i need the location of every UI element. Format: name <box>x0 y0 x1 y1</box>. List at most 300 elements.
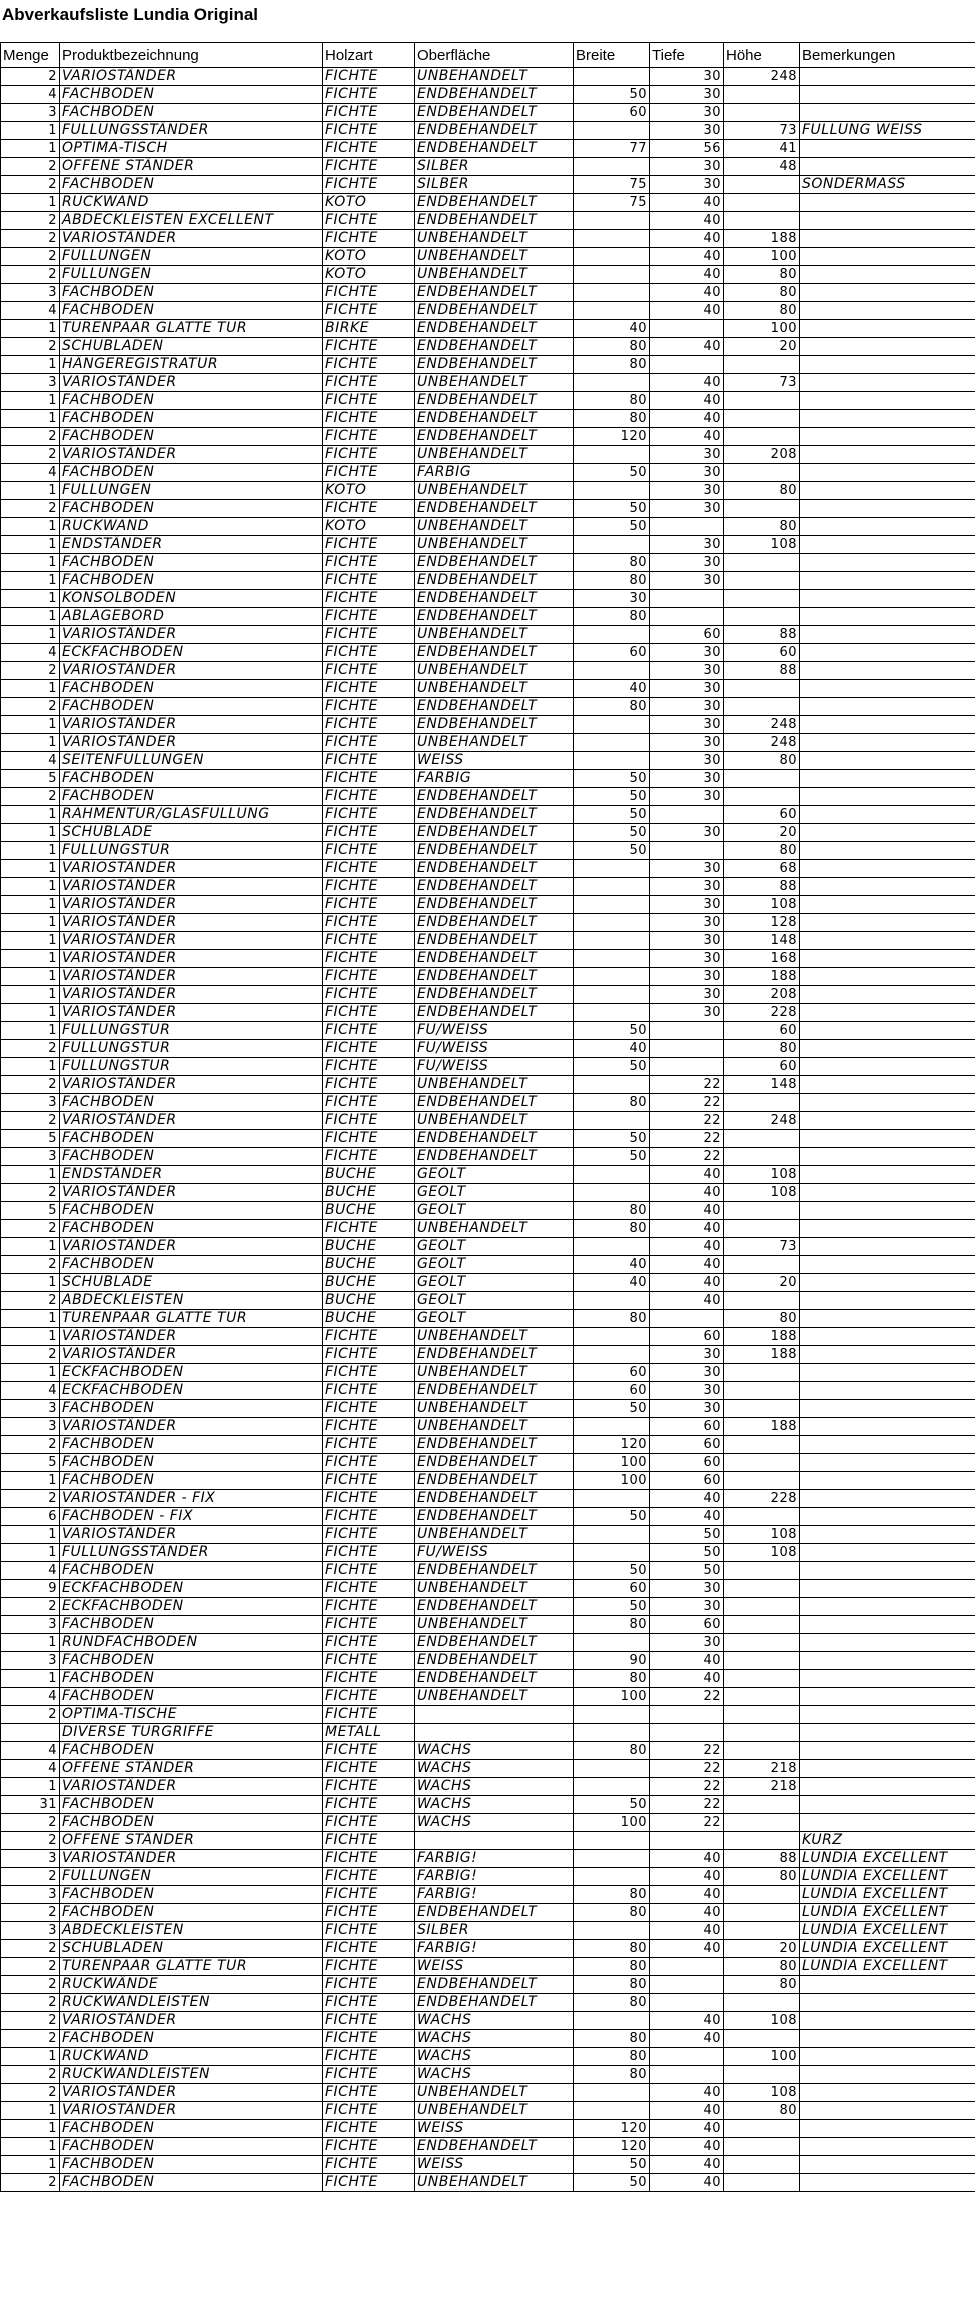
cell-oberflaeche[interactable]: WEISS <box>415 2156 574 2174</box>
cell-oberflaeche[interactable]: UNBEHANDELT <box>415 734 574 752</box>
cell-tiefe[interactable]: 22 <box>650 1688 724 1706</box>
cell-breite[interactable] <box>574 1832 650 1850</box>
cell-breite[interactable]: 100 <box>574 1814 650 1832</box>
cell-produktbezeichnung[interactable]: VARIOSTÄNDER <box>60 2012 323 2030</box>
cell-holzart[interactable]: FICHTE <box>323 104 415 122</box>
cell-bemerkungen[interactable] <box>800 788 975 806</box>
cell-breite[interactable] <box>574 68 650 86</box>
cell-tiefe[interactable]: 40 <box>650 1868 724 1886</box>
cell-menge[interactable]: 3 <box>1 1148 60 1166</box>
cell-holzart[interactable]: FICHTE <box>323 1454 415 1472</box>
cell-menge[interactable]: 2 <box>1 1832 60 1850</box>
cell-produktbezeichnung[interactable]: ABDECKLEISTEN EXCELLENT <box>60 212 323 230</box>
cell-holzart[interactable]: FICHTE <box>323 2156 415 2174</box>
cell-oberflaeche[interactable]: ENDBEHANDELT <box>415 302 574 320</box>
cell-holzart[interactable]: FICHTE <box>323 1148 415 1166</box>
cell-menge[interactable]: 1 <box>1 1058 60 1076</box>
cell-tiefe[interactable]: 40 <box>650 1184 724 1202</box>
cell-produktbezeichnung[interactable]: VARIOSTÄNDER <box>60 1526 323 1544</box>
cell-bemerkungen[interactable] <box>800 158 975 176</box>
cell-produktbezeichnung[interactable]: VARIOSTÄNDER <box>60 1850 323 1868</box>
cell-produktbezeichnung[interactable]: ECKFACHBÖDEN <box>60 1580 323 1598</box>
cell-holzart[interactable]: FICHTE <box>323 536 415 554</box>
cell-tiefe[interactable]: 40 <box>650 1652 724 1670</box>
cell-bemerkungen[interactable] <box>800 1310 975 1328</box>
cell-produktbezeichnung[interactable]: FACHBÖDEN <box>60 1886 323 1904</box>
cell-hoehe[interactable]: 108 <box>724 1526 800 1544</box>
cell-tiefe[interactable]: 60 <box>650 1328 724 1346</box>
cell-tiefe[interactable]: 60 <box>650 1472 724 1490</box>
cell-oberflaeche[interactable]: ENDBEHANDELT <box>415 1598 574 1616</box>
cell-menge[interactable]: 1 <box>1 1472 60 1490</box>
cell-hoehe[interactable]: 80 <box>724 752 800 770</box>
cell-breite[interactable]: 40 <box>574 1040 650 1058</box>
cell-hoehe[interactable]: 60 <box>724 806 800 824</box>
cell-menge[interactable]: 1 <box>1 986 60 1004</box>
cell-breite[interactable] <box>574 212 650 230</box>
cell-menge[interactable]: 2 <box>1 1940 60 1958</box>
cell-holzart[interactable]: FICHTE <box>323 698 415 716</box>
cell-produktbezeichnung[interactable]: FACHBÖDEN <box>60 2030 323 2048</box>
cell-hoehe[interactable] <box>724 1706 800 1724</box>
cell-menge[interactable]: 1 <box>1 320 60 338</box>
cell-menge[interactable]: 1 <box>1 716 60 734</box>
cell-tiefe[interactable]: 30 <box>650 1580 724 1598</box>
cell-oberflaeche[interactable]: ENDBEHANDELT <box>415 1976 574 1994</box>
cell-produktbezeichnung[interactable]: VARIOSTÄNDER <box>60 986 323 1004</box>
cell-breite[interactable] <box>574 1238 650 1256</box>
cell-produktbezeichnung[interactable]: VARIOSTÄNDER <box>60 2084 323 2102</box>
cell-bemerkungen[interactable] <box>800 1634 975 1652</box>
cell-breite[interactable]: 50 <box>574 824 650 842</box>
cell-hoehe[interactable] <box>724 1130 800 1148</box>
cell-bemerkungen[interactable] <box>800 896 975 914</box>
cell-hoehe[interactable]: 108 <box>724 1544 800 1562</box>
cell-tiefe[interactable]: 40 <box>650 1670 724 1688</box>
cell-breite[interactable]: 80 <box>574 698 650 716</box>
cell-hoehe[interactable] <box>724 86 800 104</box>
cell-bemerkungen[interactable] <box>800 590 975 608</box>
cell-produktbezeichnung[interactable]: VARIOSTÄNDER <box>60 932 323 950</box>
cell-breite[interactable] <box>574 266 650 284</box>
cell-bemerkungen[interactable] <box>800 536 975 554</box>
cell-hoehe[interactable] <box>724 1094 800 1112</box>
cell-oberflaeche[interactable] <box>415 1832 574 1850</box>
cell-holzart[interactable]: FICHTE <box>323 1850 415 1868</box>
cell-breite[interactable]: 80 <box>574 1940 650 1958</box>
cell-tiefe[interactable]: 30 <box>650 482 724 500</box>
cell-bemerkungen[interactable] <box>800 1706 975 1724</box>
cell-tiefe[interactable]: 60 <box>650 1616 724 1634</box>
cell-oberflaeche[interactable]: GEÖLT <box>415 1274 574 1292</box>
cell-holzart[interactable]: BUCHE <box>323 1274 415 1292</box>
cell-bemerkungen[interactable] <box>800 1670 975 1688</box>
cell-bemerkungen[interactable] <box>800 2084 975 2102</box>
cell-menge[interactable]: 1 <box>1 1670 60 1688</box>
cell-oberflaeche[interactable]: WEISS <box>415 2120 574 2138</box>
cell-oberflaeche[interactable]: GEÖLT <box>415 1238 574 1256</box>
cell-produktbezeichnung[interactable]: OFFENE STÄNDER <box>60 1832 323 1850</box>
cell-menge[interactable]: 1 <box>1 626 60 644</box>
cell-hoehe[interactable]: 108 <box>724 1184 800 1202</box>
cell-tiefe[interactable] <box>650 1976 724 1994</box>
cell-produktbezeichnung[interactable]: VARIOSTÄNDER <box>60 446 323 464</box>
cell-oberflaeche[interactable]: ENDBEHANDELT <box>415 1562 574 1580</box>
cell-produktbezeichnung[interactable]: VARIOSTÄNDER <box>60 2102 323 2120</box>
cell-breite[interactable]: 80 <box>574 1958 650 1976</box>
cell-holzart[interactable]: KOTO <box>323 266 415 284</box>
cell-breite[interactable] <box>574 446 650 464</box>
cell-menge[interactable] <box>1 1724 60 1742</box>
cell-hoehe[interactable]: 188 <box>724 968 800 986</box>
cell-oberflaeche[interactable]: FARBIG <box>415 464 574 482</box>
cell-produktbezeichnung[interactable]: FACHBÖDEN <box>60 428 323 446</box>
cell-bemerkungen[interactable] <box>800 1094 975 1112</box>
cell-tiefe[interactable]: 50 <box>650 1526 724 1544</box>
cell-breite[interactable] <box>574 2102 650 2120</box>
cell-produktbezeichnung[interactable]: ECKFACHBÖDEN <box>60 1364 323 1382</box>
cell-menge[interactable]: 3 <box>1 1652 60 1670</box>
cell-produktbezeichnung[interactable]: FACHBÖDEN <box>60 104 323 122</box>
cell-holzart[interactable]: METALL <box>323 1724 415 1742</box>
cell-breite[interactable] <box>574 1724 650 1742</box>
cell-bemerkungen[interactable] <box>800 86 975 104</box>
cell-oberflaeche[interactable]: UNBEHANDELT <box>415 1526 574 1544</box>
cell-holzart[interactable]: FICHTE <box>323 1400 415 1418</box>
cell-produktbezeichnung[interactable]: RÜCKWAND <box>60 518 323 536</box>
cell-hoehe[interactable] <box>724 1796 800 1814</box>
cell-bemerkungen[interactable] <box>800 626 975 644</box>
cell-hoehe[interactable] <box>724 1886 800 1904</box>
cell-menge[interactable]: 4 <box>1 464 60 482</box>
cell-oberflaeche[interactable]: UNBEHANDELT <box>415 248 574 266</box>
cell-menge[interactable]: 2 <box>1 338 60 356</box>
cell-hoehe[interactable]: 228 <box>724 1004 800 1022</box>
cell-breite[interactable]: 80 <box>574 554 650 572</box>
cell-tiefe[interactable]: 40 <box>650 1940 724 1958</box>
cell-holzart[interactable]: FICHTE <box>323 554 415 572</box>
cell-hoehe[interactable]: 188 <box>724 1328 800 1346</box>
cell-produktbezeichnung[interactable]: FACHBODEN <box>60 680 323 698</box>
cell-menge[interactable]: 31 <box>1 1796 60 1814</box>
cell-produktbezeichnung[interactable]: ENDSTÄNDER <box>60 1166 323 1184</box>
cell-bemerkungen[interactable] <box>800 1418 975 1436</box>
cell-produktbezeichnung[interactable]: FACHBÖDEN <box>60 2138 323 2156</box>
cell-tiefe[interactable]: 40 <box>650 1238 724 1256</box>
cell-tiefe[interactable] <box>650 806 724 824</box>
cell-menge[interactable]: 5 <box>1 770 60 788</box>
cell-tiefe[interactable]: 30 <box>650 698 724 716</box>
cell-tiefe[interactable]: 30 <box>650 932 724 950</box>
cell-produktbezeichnung[interactable]: FACHBÖDEN <box>60 302 323 320</box>
cell-bemerkungen[interactable] <box>800 680 975 698</box>
cell-produktbezeichnung[interactable]: RUNDFACHBODEN <box>60 1634 323 1652</box>
cell-menge[interactable]: 4 <box>1 302 60 320</box>
cell-tiefe[interactable]: 50 <box>650 1544 724 1562</box>
cell-produktbezeichnung[interactable]: VARIOSTÄNDER <box>60 68 323 86</box>
cell-menge[interactable]: 2 <box>1 1706 60 1724</box>
cell-tiefe[interactable]: 30 <box>650 122 724 140</box>
cell-tiefe[interactable]: 40 <box>650 1904 724 1922</box>
cell-tiefe[interactable]: 22 <box>650 1094 724 1112</box>
cell-oberflaeche[interactable]: ENDBEHANDELT <box>415 284 574 302</box>
cell-oberflaeche[interactable]: ENDBEHANDELT <box>415 410 574 428</box>
cell-breite[interactable] <box>574 1850 650 1868</box>
cell-holzart[interactable]: FICHTE <box>323 1040 415 1058</box>
cell-produktbezeichnung[interactable]: FÜLLUNGEN <box>60 1868 323 1886</box>
cell-tiefe[interactable]: 40 <box>650 410 724 428</box>
cell-bemerkungen[interactable] <box>800 914 975 932</box>
cell-produktbezeichnung[interactable]: VARIOSTÄNDER <box>60 662 323 680</box>
cell-menge[interactable]: 1 <box>1 1328 60 1346</box>
cell-menge[interactable]: 1 <box>1 1778 60 1796</box>
cell-tiefe[interactable]: 40 <box>650 1850 724 1868</box>
cell-breite[interactable] <box>574 374 650 392</box>
cell-bemerkungen[interactable] <box>800 824 975 842</box>
cell-produktbezeichnung[interactable]: FACHBÖDEN <box>60 788 323 806</box>
cell-tiefe[interactable]: 40 <box>650 2030 724 2048</box>
cell-breite[interactable] <box>574 986 650 1004</box>
cell-oberflaeche[interactable]: UNBEHANDELT <box>415 266 574 284</box>
cell-bemerkungen[interactable] <box>800 302 975 320</box>
cell-hoehe[interactable]: 88 <box>724 626 800 644</box>
cell-hoehe[interactable]: 108 <box>724 2084 800 2102</box>
cell-bemerkungen[interactable] <box>800 374 975 392</box>
cell-bemerkungen[interactable] <box>800 2156 975 2174</box>
cell-produktbezeichnung[interactable]: FACHBODEN <box>60 1670 323 1688</box>
cell-hoehe[interactable] <box>724 1580 800 1598</box>
cell-breite[interactable]: 50 <box>574 500 650 518</box>
cell-tiefe[interactable] <box>650 356 724 374</box>
cell-breite[interactable] <box>574 1292 650 1310</box>
cell-tiefe[interactable]: 30 <box>650 1364 724 1382</box>
cell-bemerkungen[interactable] <box>800 716 975 734</box>
cell-bemerkungen[interactable] <box>800 968 975 986</box>
cell-holzart[interactable]: FICHTE <box>323 1490 415 1508</box>
cell-menge[interactable]: 1 <box>1 806 60 824</box>
cell-bemerkungen[interactable] <box>800 446 975 464</box>
cell-hoehe[interactable]: 188 <box>724 1418 800 1436</box>
cell-tiefe[interactable]: 30 <box>650 500 724 518</box>
cell-bemerkungen[interactable] <box>800 1472 975 1490</box>
cell-breite[interactable] <box>574 482 650 500</box>
cell-tiefe[interactable]: 50 <box>650 1562 724 1580</box>
cell-produktbezeichnung[interactable]: VARIOSTÄNDER <box>60 626 323 644</box>
cell-tiefe[interactable] <box>650 518 724 536</box>
cell-oberflaeche[interactable]: WACHS <box>415 2048 574 2066</box>
cell-tiefe[interactable]: 40 <box>650 1220 724 1238</box>
cell-tiefe[interactable]: 40 <box>650 1508 724 1526</box>
cell-hoehe[interactable]: 208 <box>724 446 800 464</box>
cell-oberflaeche[interactable]: UNBEHANDELT <box>415 482 574 500</box>
cell-breite[interactable]: 60 <box>574 1580 650 1598</box>
cell-holzart[interactable]: FICHTE <box>323 1688 415 1706</box>
cell-menge[interactable]: 2 <box>1 266 60 284</box>
cell-menge[interactable]: 1 <box>1 554 60 572</box>
cell-breite[interactable]: 77 <box>574 140 650 158</box>
cell-bemerkungen[interactable] <box>800 500 975 518</box>
cell-holzart[interactable]: FICHTE <box>323 176 415 194</box>
cell-produktbezeichnung[interactable]: FÜLLUNGSTÜR <box>60 842 323 860</box>
cell-bemerkungen[interactable] <box>800 68 975 86</box>
cell-produktbezeichnung[interactable]: RÜCKWÄNDE <box>60 1976 323 1994</box>
cell-oberflaeche[interactable]: WEISS <box>415 752 574 770</box>
cell-oberflaeche[interactable]: WACHS <box>415 1778 574 1796</box>
cell-menge[interactable]: 2 <box>1 1292 60 1310</box>
cell-hoehe[interactable] <box>724 590 800 608</box>
cell-holzart[interactable]: FICHTE <box>323 428 415 446</box>
cell-menge[interactable]: 3 <box>1 1922 60 1940</box>
cell-oberflaeche[interactable]: ENDBEHANDELT <box>415 824 574 842</box>
cell-tiefe[interactable]: 30 <box>650 1004 724 1022</box>
cell-produktbezeichnung[interactable]: FACHBÖDEN <box>60 1742 323 1760</box>
cell-breite[interactable]: 60 <box>574 1382 650 1400</box>
cell-tiefe[interactable]: 40 <box>650 2156 724 2174</box>
cell-breite[interactable] <box>574 1634 650 1652</box>
cell-bemerkungen[interactable]: LUNDIA EXCELLENT <box>800 1904 975 1922</box>
cell-holzart[interactable]: FICHTE <box>323 1868 415 1886</box>
cell-bemerkungen[interactable] <box>800 1580 975 1598</box>
cell-produktbezeichnung[interactable]: FACHBÖDEN <box>60 86 323 104</box>
cell-menge[interactable]: 3 <box>1 1400 60 1418</box>
cell-bemerkungen[interactable] <box>800 1364 975 1382</box>
cell-tiefe[interactable]: 22 <box>650 1760 724 1778</box>
cell-hoehe[interactable]: 80 <box>724 1976 800 1994</box>
cell-breite[interactable] <box>574 626 650 644</box>
cell-oberflaeche[interactable]: UNBEHANDELT <box>415 1580 574 1598</box>
cell-hoehe[interactable]: 108 <box>724 536 800 554</box>
cell-hoehe[interactable] <box>724 1670 800 1688</box>
cell-bemerkungen[interactable] <box>800 1778 975 1796</box>
cell-hoehe[interactable]: 60 <box>724 1022 800 1040</box>
cell-menge[interactable]: 3 <box>1 1616 60 1634</box>
cell-produktbezeichnung[interactable]: FACHBÖDEN <box>60 464 323 482</box>
cell-tiefe[interactable]: 40 <box>650 248 724 266</box>
cell-hoehe[interactable] <box>724 1832 800 1850</box>
header-breite[interactable]: Breite <box>574 43 650 68</box>
cell-breite[interactable]: 50 <box>574 1148 650 1166</box>
cell-menge[interactable]: 2 <box>1 1436 60 1454</box>
cell-tiefe[interactable]: 30 <box>650 770 724 788</box>
cell-produktbezeichnung[interactable]: FACHBODEN <box>60 392 323 410</box>
cell-menge[interactable]: 2 <box>1 1112 60 1130</box>
cell-tiefe[interactable]: 30 <box>650 1346 724 1364</box>
cell-holzart[interactable]: FICHTE <box>323 1616 415 1634</box>
cell-produktbezeichnung[interactable]: TÜRENPAAR GLATTE TÜR <box>60 320 323 338</box>
cell-produktbezeichnung[interactable]: FACHBODEN - FIX <box>60 1508 323 1526</box>
cell-holzart[interactable]: BUCHE <box>323 1238 415 1256</box>
cell-tiefe[interactable]: 40 <box>650 284 724 302</box>
cell-menge[interactable]: 2 <box>1 2030 60 2048</box>
cell-holzart[interactable]: FICHTE <box>323 1130 415 1148</box>
cell-holzart[interactable]: FICHTE <box>323 1778 415 1796</box>
cell-breite[interactable]: 50 <box>574 518 650 536</box>
cell-oberflaeche[interactable]: UNBEHANDELT <box>415 1400 574 1418</box>
cell-hoehe[interactable]: 108 <box>724 896 800 914</box>
cell-tiefe[interactable]: 30 <box>650 1598 724 1616</box>
cell-menge[interactable]: 2 <box>1 1904 60 1922</box>
cell-breite[interactable] <box>574 1418 650 1436</box>
cell-hoehe[interactable] <box>724 1598 800 1616</box>
cell-tiefe[interactable]: 30 <box>650 554 724 572</box>
cell-breite[interactable]: 80 <box>574 392 650 410</box>
cell-breite[interactable] <box>574 1004 650 1022</box>
cell-produktbezeichnung[interactable]: TÜRENPAAR GLATTE TÜR <box>60 1958 323 1976</box>
header-produktbezeichnung[interactable]: Produktbezeichnung <box>60 43 323 68</box>
cell-oberflaeche[interactable]: ENDBEHANDELT <box>415 968 574 986</box>
cell-menge[interactable]: 1 <box>1 680 60 698</box>
cell-produktbezeichnung[interactable]: VARIOSTÄNDER <box>60 1346 323 1364</box>
cell-hoehe[interactable] <box>724 1220 800 1238</box>
cell-holzart[interactable]: FICHTE <box>323 644 415 662</box>
cell-menge[interactable]: 1 <box>1 1526 60 1544</box>
cell-holzart[interactable]: FICHTE <box>323 122 415 140</box>
cell-oberflaeche[interactable]: GEÖLT <box>415 1166 574 1184</box>
cell-oberflaeche[interactable]: UNBEHANDELT <box>415 446 574 464</box>
cell-holzart[interactable]: FICHTE <box>323 2174 415 2192</box>
cell-tiefe[interactable]: 60 <box>650 1436 724 1454</box>
cell-holzart[interactable]: FICHTE <box>323 212 415 230</box>
cell-tiefe[interactable]: 30 <box>650 104 724 122</box>
cell-produktbezeichnung[interactable]: FACHBÖDEN <box>60 1094 323 1112</box>
cell-breite[interactable] <box>574 914 650 932</box>
cell-bemerkungen[interactable] <box>800 2138 975 2156</box>
cell-oberflaeche[interactable]: ENDBEHANDELT <box>415 986 574 1004</box>
cell-bemerkungen[interactable] <box>800 1724 975 1742</box>
cell-bemerkungen[interactable] <box>800 410 975 428</box>
cell-tiefe[interactable]: 30 <box>650 572 724 590</box>
cell-breite[interactable]: 80 <box>574 1742 650 1760</box>
cell-tiefe[interactable]: 40 <box>650 2174 724 2192</box>
cell-bemerkungen[interactable] <box>800 770 975 788</box>
cell-breite[interactable] <box>574 1526 650 1544</box>
cell-produktbezeichnung[interactable]: FACHBÖDEN <box>60 1454 323 1472</box>
cell-oberflaeche[interactable]: ENDBEHANDELT <box>415 698 574 716</box>
cell-menge[interactable]: 4 <box>1 1382 60 1400</box>
cell-tiefe[interactable]: 30 <box>650 860 724 878</box>
cell-produktbezeichnung[interactable]: HÄNGEREGISTRATUR <box>60 356 323 374</box>
cell-produktbezeichnung[interactable]: FÜLLUNGSTÜR <box>60 1058 323 1076</box>
cell-bemerkungen[interactable] <box>800 1346 975 1364</box>
cell-breite[interactable]: 80 <box>574 2030 650 2048</box>
cell-menge[interactable]: 1 <box>1 896 60 914</box>
cell-holzart[interactable]: FICHTE <box>323 2012 415 2030</box>
cell-breite[interactable] <box>574 284 650 302</box>
cell-hoehe[interactable] <box>724 572 800 590</box>
cell-hoehe[interactable] <box>724 1562 800 1580</box>
cell-breite[interactable]: 50 <box>574 2174 650 2192</box>
cell-menge[interactable]: 1 <box>1 608 60 626</box>
cell-tiefe[interactable]: 30 <box>650 680 724 698</box>
cell-oberflaeche[interactable]: FÜ/WEISS <box>415 1040 574 1058</box>
cell-breite[interactable]: 100 <box>574 1472 650 1490</box>
cell-oberflaeche[interactable]: ENDBEHANDELT <box>415 1454 574 1472</box>
cell-holzart[interactable]: FICHTE <box>323 1544 415 1562</box>
cell-produktbezeichnung[interactable]: FACHBÖDEN <box>60 1400 323 1418</box>
cell-menge[interactable]: 1 <box>1 1004 60 1022</box>
cell-produktbezeichnung[interactable]: SCHUBLADEN <box>60 1940 323 1958</box>
cell-oberflaeche[interactable]: WACHS <box>415 1742 574 1760</box>
cell-bemerkungen[interactable] <box>800 1328 975 1346</box>
cell-breite[interactable]: 120 <box>574 2120 650 2138</box>
cell-holzart[interactable]: FICHTE <box>323 824 415 842</box>
cell-hoehe[interactable] <box>724 1724 800 1742</box>
cell-menge[interactable]: 1 <box>1 140 60 158</box>
cell-holzart[interactable]: FICHTE <box>323 1436 415 1454</box>
cell-breite[interactable] <box>574 860 650 878</box>
cell-oberflaeche[interactable]: UNBEHANDELT <box>415 2084 574 2102</box>
cell-hoehe[interactable] <box>724 410 800 428</box>
